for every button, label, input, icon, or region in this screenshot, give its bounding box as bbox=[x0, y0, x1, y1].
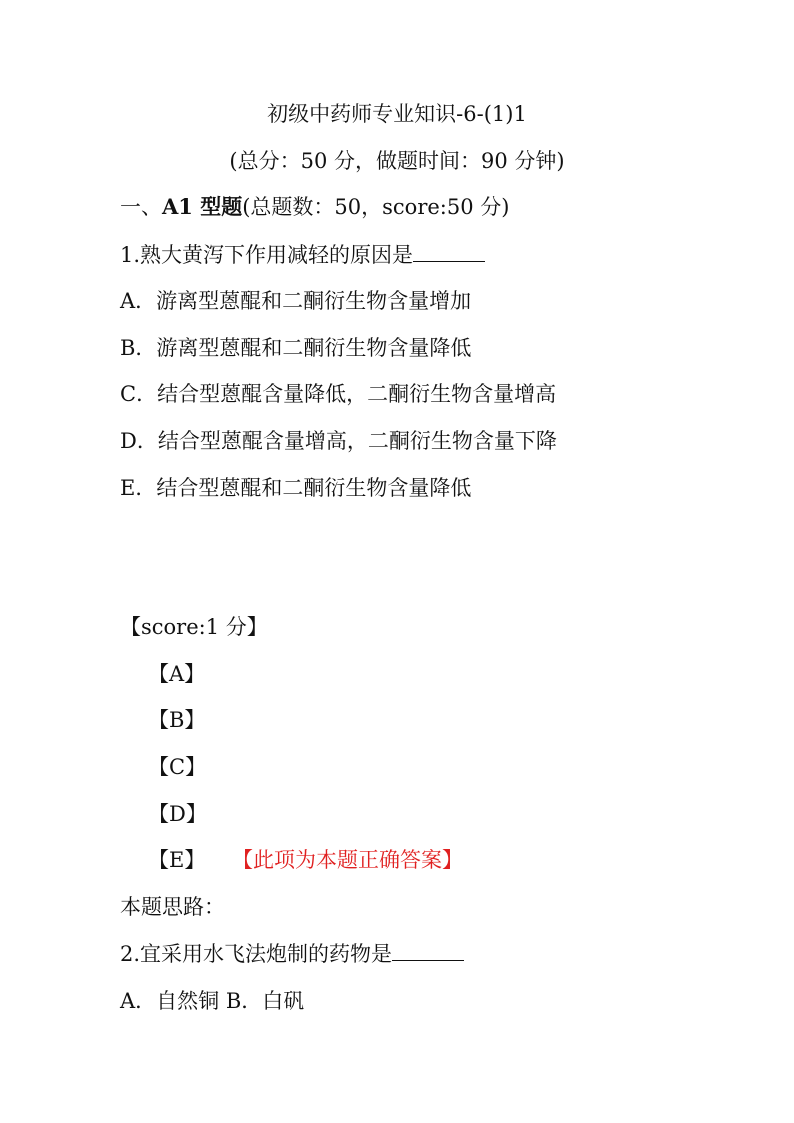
question-2-options: A．自然铜 B．白矾 bbox=[120, 989, 305, 1013]
question-1-stem bbox=[120, 241, 485, 269]
question-2-text: 2.宜采用水飞法炮制的药物是 bbox=[120, 942, 393, 966]
question-1-option-e: E．结合型蒽醌和二酮衍生物含量降低 bbox=[120, 476, 472, 500]
question-1-text: 1.熟大黄泻下作用减轻的原因是 bbox=[120, 243, 414, 267]
answer-choice-e: 【E】 bbox=[148, 848, 206, 872]
question-1-option-b: B．游离型蒽醌和二酮衍生物含量降低 bbox=[120, 336, 472, 360]
correct-answer-note: 【此项为本题正确答案】 bbox=[232, 848, 463, 872]
question-1-option-a: A．游离型蒽醌和二酮衍生物含量增加 bbox=[120, 289, 472, 313]
section-prefix: 一、 bbox=[120, 195, 162, 219]
document-subtitle: (总分：50 分，做题时间：90 分钟) bbox=[229, 149, 565, 173]
answer-choice-b: 【B】 bbox=[148, 708, 206, 732]
answer-blank bbox=[413, 241, 485, 262]
question-1-score: 【score:1 分】 bbox=[120, 615, 268, 639]
answer-choice-c: 【C】 bbox=[148, 755, 207, 779]
question-1-option-c: C．结合型蒽醌含量降低，二酮衍生物含量增高 bbox=[120, 382, 557, 406]
section-type-label: A1 型题 bbox=[162, 194, 243, 219]
section-heading bbox=[120, 193, 509, 221]
answer-blank bbox=[392, 940, 464, 961]
document-title: 初级中药师专业知识-6-(1)1 bbox=[267, 102, 527, 126]
question-1-explanation: 本题思路： bbox=[120, 895, 225, 919]
question-2-stem bbox=[120, 940, 464, 968]
answer-choice-a: 【A】 bbox=[148, 662, 206, 686]
section-info: (总题数：50，score:50 分) bbox=[242, 195, 510, 219]
answer-choice-d: 【D】 bbox=[148, 802, 207, 826]
question-1-option-d: D．结合型蒽醌含量增高，二酮衍生物含量下降 bbox=[120, 429, 557, 453]
